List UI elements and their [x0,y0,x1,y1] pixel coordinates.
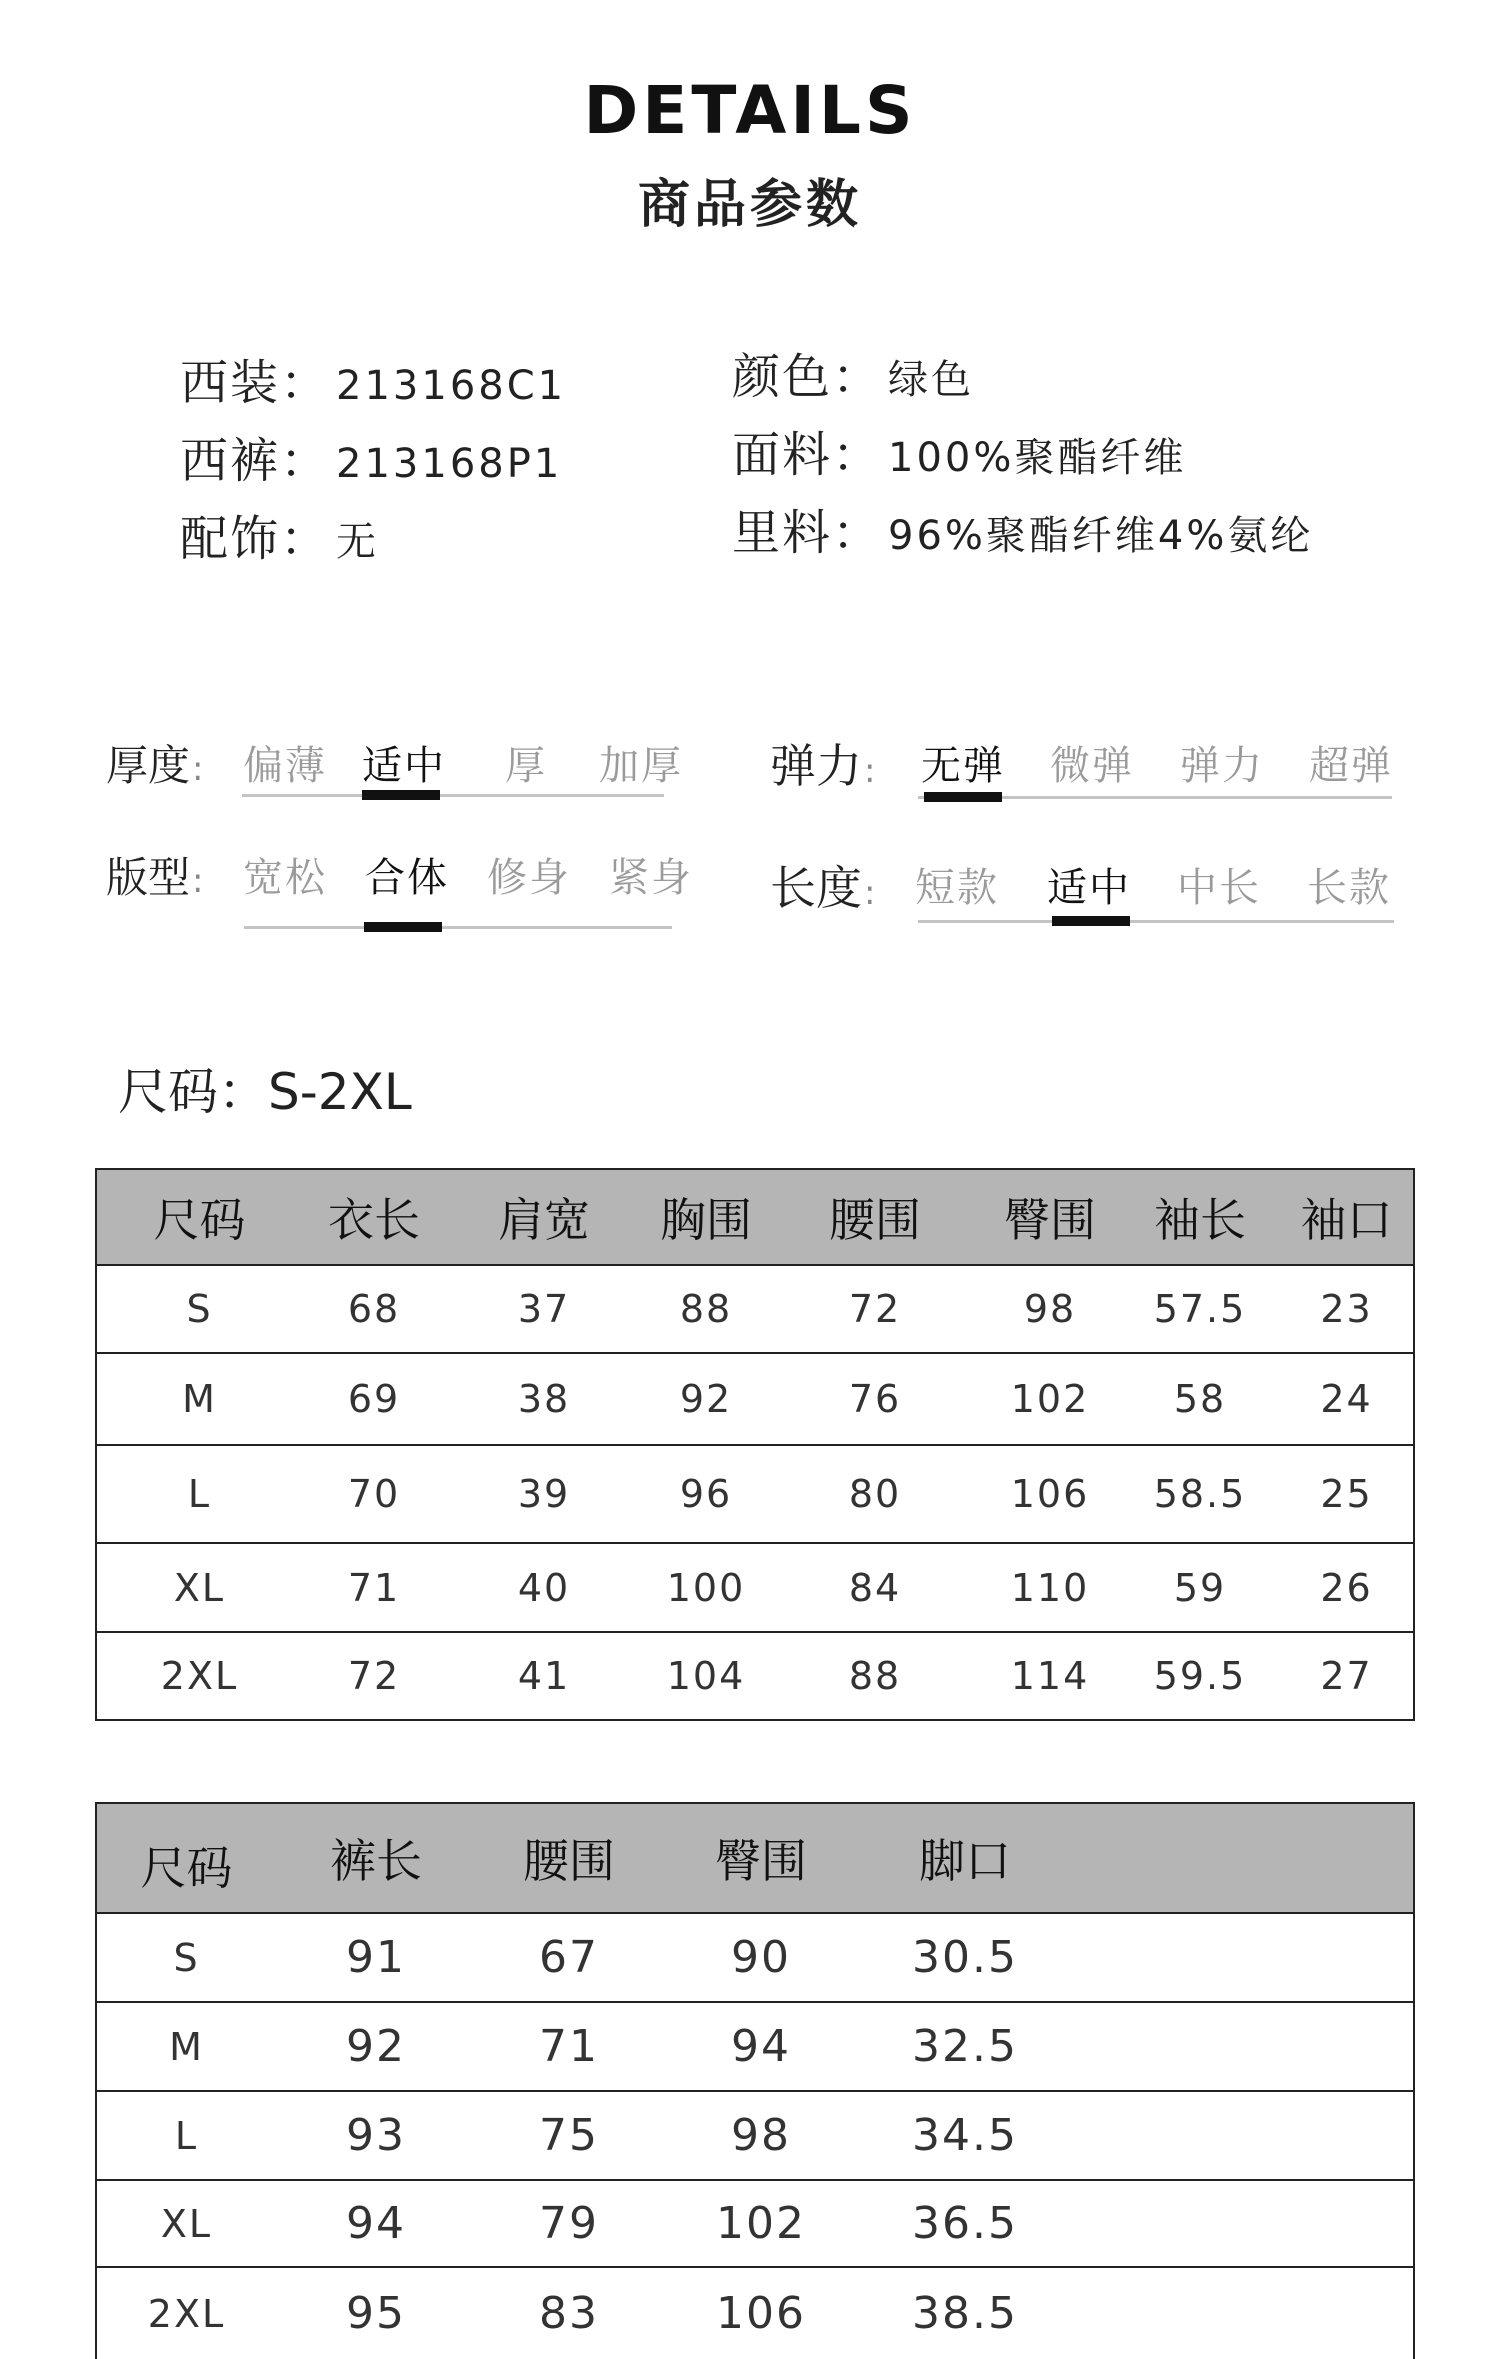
table-header-cell: 尺码 [96,1803,276,1913]
table-cell: 110 [980,1543,1120,1632]
attr-elastic-marker [924,792,1002,802]
table-cell: L [96,1445,302,1543]
table-cell: 40 [446,1543,642,1632]
table-header-cell: 臀围 [980,1169,1120,1265]
table-row [96,1445,1414,1543]
table-cell: 92 [276,2002,476,2091]
page-title: DETAILS [583,72,917,149]
param-pants-key: 西裤： [180,433,331,489]
table-cell: 94 [662,2002,860,2091]
pants-size-table [95,1802,1415,2359]
table-cell: 106 [716,2288,806,2339]
table-row [96,1913,1414,2002]
attr-length-option: 短款 [915,865,999,911]
table-header-cell: 腰围 [476,1803,662,1913]
table-header-cell: 尺码 [96,1169,302,1265]
table-cell: 59.5 [1153,1654,1247,1698]
table-cell: 98 [980,1265,1120,1353]
attr-fit-label: 版型: [106,853,204,902]
table-row [96,1543,1414,1632]
attr-thickness-track [242,794,664,797]
table-cell: 58.5 [1120,1445,1280,1543]
table-cell: 71 [476,2002,662,2091]
attr-length-marker [1052,916,1130,926]
attr-fit-track [244,926,672,929]
table-cell: 57.5 [1120,1265,1280,1353]
table-cell: 102 [662,2180,860,2267]
table-cell: S [96,1913,276,2002]
table-cell: 83 [539,2288,599,2339]
param-accessory-value: 无 [336,519,380,565]
attr-thickness-marker [362,790,440,800]
table-cell-empty [1070,2267,1414,2359]
table-cell: 34.5 [860,2091,1070,2180]
table-cell: 71 [302,1543,446,1632]
table-header-cell: 胸围 [642,1169,770,1265]
page-subtitle: 商品参数 [637,175,862,235]
table-header-cell: 衣长 [302,1169,446,1265]
table-row [96,1632,1414,1720]
table-cell: 72 [770,1265,980,1353]
table-cell: 25 [1280,1445,1414,1543]
table-header-cell: 臀围 [662,1803,860,1913]
table-header-cell: 肩宽 [446,1169,642,1265]
table-row [96,2002,1414,2091]
attr-length-label: 长度: [770,861,876,915]
size-range-label: 尺码：S-2XL [118,1063,412,1121]
attr-length-track [918,920,1394,923]
table-header-cell: 袖口 [1280,1169,1414,1265]
table-cell-empty [1070,2091,1414,2180]
table-cell: 2XL [147,2291,226,2336]
table-cell: 98 [662,2091,860,2180]
table-header-cell: 裤长 [276,1803,476,1913]
attr-length-option: 中长 [1177,865,1261,911]
table-cell: 102 [980,1353,1120,1445]
table-cell: 90 [662,1913,860,2002]
attr-fit-marker [364,922,442,932]
param-pants-value: 213168P1 [336,441,563,487]
table-cell: 58 [1120,1353,1280,1445]
attr-elastic-option: 微弹 [1050,743,1134,789]
attr-fit-option-selected: 合体 [365,855,449,901]
table-cell: 38.5 [912,2288,1018,2339]
table-row [96,2091,1414,2180]
param-color-key: 颜色： [732,349,883,405]
table-cell: L [96,2091,276,2180]
attr-elastic-option: 超弹 [1309,743,1393,789]
table-cell: 91 [276,1913,476,2002]
attr-thickness-label: 厚度: [106,741,204,790]
table-cell: 106 [980,1445,1120,1543]
attr-length-option-selected: 适中 [1047,865,1131,911]
table-cell: 96 [642,1445,770,1543]
table-cell: 76 [770,1353,980,1445]
param-suit-value: 213168C1 [336,363,567,409]
param-lining [732,494,1313,570]
table-cell: M [96,2002,276,2091]
attr-length-option: 长款 [1307,865,1391,911]
param-fabric [732,416,1186,492]
param-color-value: 绿色 [888,357,975,403]
table-cell: 2XL [160,1654,239,1698]
table-cell: 93 [276,2091,476,2180]
table-cell: 114 [1010,1654,1090,1698]
table-cell: 104 [666,1654,746,1698]
table-cell: 27 [1320,1654,1373,1698]
table-cell: 95 [346,2288,406,2339]
attr-thickness-option: 偏薄 [243,743,327,789]
param-accessory-key: 配饰： [180,511,331,567]
table-row [96,1353,1414,1445]
param-lining-value: 96%聚酯纤维4%氨纶 [888,513,1314,559]
attr-fit-option: 修身 [487,855,571,901]
table-cell: 36.5 [860,2180,1070,2267]
table-cell: 24 [1280,1353,1414,1445]
table-cell-empty [1070,2002,1414,2091]
attr-thickness-option: 加厚 [599,743,683,789]
table-cell: 30.5 [860,1913,1070,2002]
param-accessory [180,500,379,576]
table-header-cell-empty [1070,1803,1414,1913]
param-fabric-key: 面料： [732,427,883,483]
table-header-cell: 腰围 [770,1169,980,1265]
table-row [96,2180,1414,2267]
param-color [732,338,974,414]
table-cell: 70 [302,1445,446,1543]
param-lining-key: 里料： [732,505,883,561]
table-cell-empty [1070,2180,1414,2267]
table-cell: 39 [446,1445,642,1543]
table-cell: 59 [1120,1543,1280,1632]
table-cell: 92 [642,1353,770,1445]
table-cell: 67 [476,1913,662,2002]
table-cell: 100 [642,1543,770,1632]
attr-elastic-label: 弹力: [770,739,876,793]
table-cell: 68 [302,1265,446,1353]
table-cell: 79 [476,2180,662,2267]
jacket-size-table [95,1168,1415,1721]
table-cell: 69 [302,1353,446,1445]
table-cell: 32.5 [860,2002,1070,2091]
table-header-row [96,1169,1414,1265]
table-cell: 38 [446,1353,642,1445]
table-cell: 37 [446,1265,642,1353]
param-suit-key: 西装： [180,355,331,411]
table-cell: 26 [1280,1543,1414,1632]
table-cell: 88 [642,1265,770,1353]
table-header-row [96,1803,1414,1913]
attr-thickness-option-selected: 适中 [362,743,446,789]
table-cell: S [96,1265,302,1353]
table-cell: XL [96,2180,276,2267]
table-row [96,1265,1414,1353]
table-cell-empty [1070,1913,1414,2002]
param-suit [180,344,566,420]
attr-elastic-option-selected: 无弹 [921,743,1005,789]
attr-thickness-option: 厚 [505,743,547,789]
table-cell: 75 [476,2091,662,2180]
table-header-cell: 脚口 [860,1803,1070,1913]
table-row [96,2267,1414,2359]
table-cell: 41 [517,1654,571,1698]
table-cell: 80 [770,1445,980,1543]
table-cell: 94 [276,2180,476,2267]
table-cell: 88 [848,1654,902,1698]
table-cell: 72 [347,1654,401,1698]
param-pants [180,422,562,498]
table-cell: 84 [770,1543,980,1632]
attr-fit-option: 宽松 [243,855,327,901]
table-cell: M [96,1353,302,1445]
attr-fit-option: 紧身 [609,855,693,901]
table-cell: 23 [1280,1265,1414,1353]
table-cell: XL [96,1543,302,1632]
attr-elastic-option: 弹力 [1180,743,1264,789]
table-header-cell: 袖长 [1120,1169,1280,1265]
param-fabric-value: 100%聚酯纤维 [888,435,1187,481]
